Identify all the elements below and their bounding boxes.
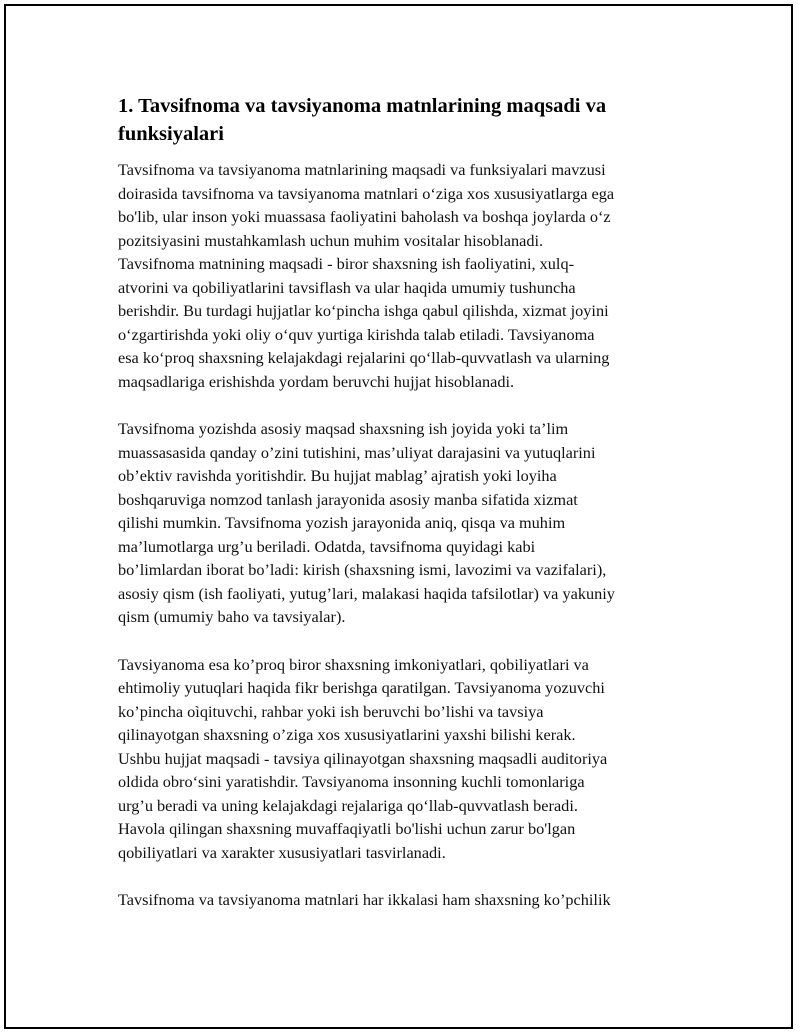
section-heading: 1. Tavsifnoma va tavsiyanoma matnlarining maqsadi va funksiyalari [118, 95, 607, 145]
document-body [118, 92, 688, 936]
paragraph-1: Tavsifnoma va tavsiyanoma matnlarining maqsadi va funksiyalari mavzusi doirasida tavsifnoma va tavsiyanoma matnlari o‘ziga xos xususiyatlarga ega bo'lib, ular inson yoki muassasa faoliyatini baholash va boshqa joylarda o‘z pozitsiyasini mustahkamlash uchun muhim vositalar hisoblanadi. Tavsifnoma matnining maqsadi - biror shaxsning ish faoliyatini, xulq- atvorini va qobiliyatlarini tavsiflash va ular haqida umumiy tushuncha berishdir. Bu turdagi hujjatlar ko‘pincha ishga qabul qilishda, xizmat joyini o‘zgartirishda yoki oliy o‘quv yurtiga kirishda talab etiladi. Tavsiyanoma esa ko‘proq shaxsning kelajakdagi rejalarini qo‘llab-quvvatlash va ularning maqsadlariga erishishda yordam beruvchi hujjat hisoblanadi. [118, 160, 615, 391]
paragraph-2: Tavsifnoma yozishda asosiy maqsad shaxsning ish joyida yoki ta’lim muassasasida qanday o’zini tutishini, mas’uliyat darajasini va yutuqlarini ob’ektiv ravishda yoritishdir. Bu hujjat mablag’ ajratish yoki loyiha boshqaruviga nomzod tanlash jarayonida asosiy manba sifatida xizmat qilishi mumkin. Tavsifnoma yozish jarayonida aniq, qisqa va muhim ma’lumotlarga urg’u beriladi. Odatda, tavsifnoma quyidagi kabi bo’limlardan iborat bo’ladi: kirish (shaxsning ismi, lavozimi va vazifalari), asosiy qism (ish faoliyati, yutug’lari, malakasi haqida tafsilotlar) va yakuniy qism (umumiy baho va tavsiyalar). [118, 419, 615, 626]
paragraph-4: Tavsifnoma va tavsiyanoma matnlari har ikkalasi ham shaxsning ko’pchilik [118, 890, 611, 909]
paragraph-3: Tavsiyanoma esa ko’proq biror shaxsning imkoniyatlari, qobiliyatlari va ehtimoliy yutuqlari haqida fikr berishga qaratilgan. Tavsiyanoma yozuvchi ko’pincha oìqituvchi, rahbar yoki ish beruvchi bo’lishi va tavsiya qilinayotgan shaxsning o’ziga xos xususiyatlarini yaxshi bilishi kerak. Ushbu hujjat maqsadi - tavsiya qilinayotgan shaxsning maqsadli auditoriya oldida obro‘sini yaratishdir. Tavsiyanoma insonning kuchli tomonlariga urg’u beradi va uning kelajakdagi rejalariga qo‘llab-quvvatlash beradi. Havola qilingan shaxsning muvaffaqiyatli bo'lishi uchun zarur bo'lgan qobiliyatlari va xarakter xususiyatlari tasvirlanadi. [118, 654, 608, 862]
